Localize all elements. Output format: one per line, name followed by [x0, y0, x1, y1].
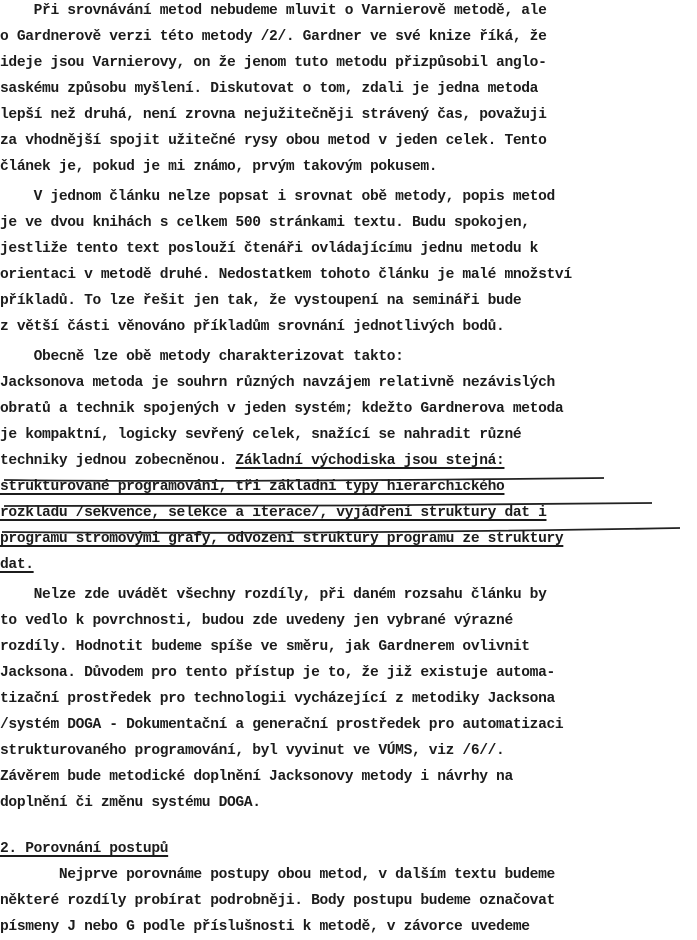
text-line: článek je, pokud je mi známo, prvým takovým pokusem.	[0, 159, 438, 175]
text-line-underlined	[0, 474, 504, 500]
underlined-phrase: Základní východiska jsou stejná:	[235, 453, 505, 469]
text-line: ideje jsou Varnierovy, on že jenom tuto metodu přizpůsobil anglo-	[0, 55, 547, 71]
text-line: Nejprve porovnáme postupy obou metod, v dalším textu budeme	[0, 867, 555, 883]
text-line: saskému způsobu myšlení. Diskutovat o tom, zdali je jedna metoda	[0, 81, 539, 97]
text-line: o Gardnerově verzi této metody /2/. Gardner ve své knize říká, že	[0, 29, 547, 45]
text-line: to vedlo k povrchnosti, budou zde uvedeny jen vybrané výrazné	[0, 613, 513, 629]
text-line: obratů a technik spojených v jeden systém; kdežto Gardnerova metoda	[0, 401, 564, 417]
text-line: jestliže tento text poslouží čtenáři ovládajícímu jednu metodu k	[0, 241, 539, 257]
text-line: písmeny J nebo G podle příslušnosti k metodě, v závorce uvedeme	[0, 919, 530, 935]
text-line: je ve dvou knihách s celkem 500 stránkami textu. Budu spokojen,	[0, 215, 530, 231]
text-line: orientaci v metodě druhé. Nedostatkem tohoto článku je malé množství	[0, 267, 572, 283]
underlined-phrase: strukturované programování, tři základní typy hierarchického	[0, 479, 505, 495]
section-heading: 2. Porovnání postupů	[0, 841, 169, 857]
text-line: je kompaktní, logicky sevřený celek, snažící se nahradit různé	[0, 427, 522, 443]
text-line: rozdíly. Hodnotit budeme spíše ve směru, jak Gardnerem ovlivnit	[0, 639, 530, 655]
text-line: V jednom článku nelze popsat i srovnat obě metody, popis metod	[0, 189, 555, 205]
text-line: příkladů. To lze řešit jen tak, že vystoupení na semináři bude	[0, 293, 522, 309]
text-line	[0, 448, 504, 474]
text-line-underlined	[0, 552, 34, 578]
text-line: strukturovaného programování, byl vyvinut ve VÚMS, viz /6//.	[0, 743, 505, 759]
text-line: Nelze zde uvádět všechny rozdíly, při daném rozsahu článku by	[0, 587, 547, 603]
underlined-phrase: dat.	[0, 557, 34, 573]
underlined-phrase: rozkladu /sekvence, selekce a iterace/, vyjádření struktury dat i	[0, 505, 547, 521]
text-line: tizační prostředek pro technologii vycházející z metodiky Jacksona	[0, 691, 555, 707]
text-line: doplnění či změnu systému DOGA.	[0, 795, 261, 811]
text-line: Obecně lze obě metody charakterizovat takto:	[0, 349, 404, 365]
underlined-phrase: programu stromovými grafy, odvození struktury programu ze struktury	[0, 531, 564, 547]
text-line: některé rozdíly probírat podrobněji. Body postupu budeme označovat	[0, 893, 555, 909]
text-line-underlined	[0, 526, 563, 552]
text-line: Jacksonova metoda je souhrn různých navzájem relativně nezávislých	[0, 375, 555, 391]
text-line: lepší než druhá, není zrovna nejužitečněji strávený čas, považuji	[0, 107, 547, 123]
text-run: techniky jednou zobecněnou.	[0, 453, 236, 469]
text-line: Jacksona. Důvodem pro tento přístup je to, že již existuje automa-	[0, 665, 555, 681]
text-line: Při srovnávání metod nebudeme mluvit o Varnierově metodě, ale	[0, 3, 547, 19]
text-line: za vhodnější spojit užitečné rysy obou metod v jeden celek. Tento	[0, 133, 547, 149]
text-line: Závěrem bude metodické doplnění Jacksonovy metody i návrhy na	[0, 769, 513, 785]
text-line: z větší části věnováno příkladům srovnání jednotlivých bodů.	[0, 319, 505, 335]
text-line-underlined	[0, 500, 547, 526]
text-line: /systém DOGA - Dokumentační a generační prostředek pro automatizaci	[0, 717, 564, 733]
